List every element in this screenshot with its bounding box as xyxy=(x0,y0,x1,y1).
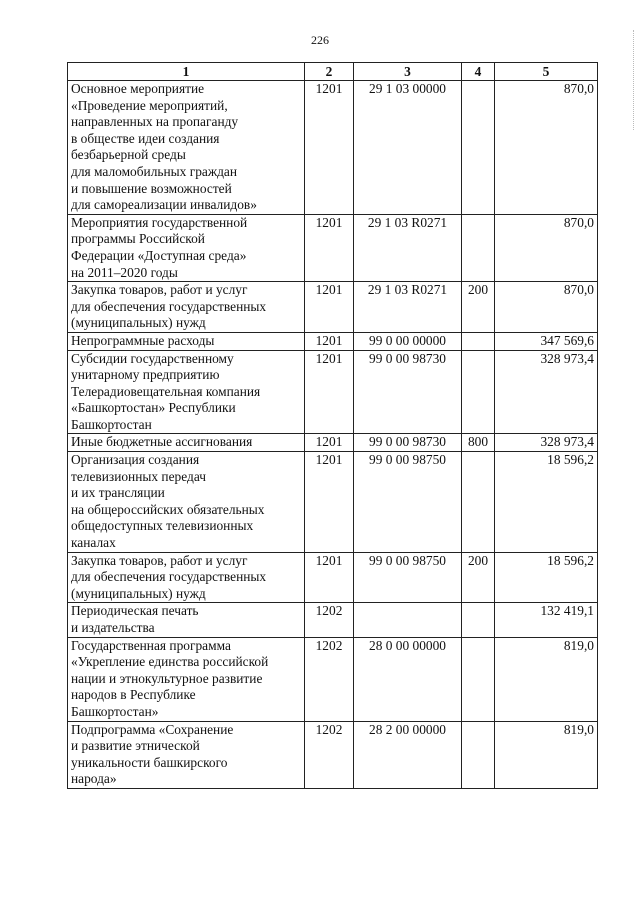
row-expense-type-cell xyxy=(462,637,495,721)
table-row xyxy=(68,603,598,637)
row-expense-type-cell xyxy=(462,81,495,215)
header-row xyxy=(68,63,598,81)
table-row xyxy=(68,350,598,434)
row-target-code-cell: 28 0 00 00000 xyxy=(354,637,462,721)
row-name-cell: Основное мероприятие «Проведение мероприятий, направленных на пропаганду в обществе идеи создания безбарьерной среды для маломобильных граждан и повышение возможностей для самореализации инвалидов» xyxy=(68,81,305,215)
row-amount-cell: 18 596,2 xyxy=(495,452,598,553)
row-target-code-cell: 99 0 00 98730 xyxy=(354,350,462,434)
row-target-code-cell: 99 0 00 98750 xyxy=(354,452,462,553)
row-amount-cell: 328 973,4 xyxy=(495,350,598,434)
row-amount-cell: 819,0 xyxy=(495,637,598,721)
row-section-cell: 1202 xyxy=(305,603,354,637)
row-target-code-cell: 29 1 03 00000 xyxy=(354,81,462,215)
row-expense-type-cell: 200 xyxy=(462,552,495,603)
row-expense-type-cell xyxy=(462,721,495,788)
row-section-cell: 1201 xyxy=(305,332,354,350)
row-target-code-cell: 29 1 03 R0271 xyxy=(354,214,462,281)
table-row xyxy=(68,452,598,553)
row-name-cell: Субсидии государственному унитарному предприятию Телерадиовещательная компания «Башкортостан» Республики Башкортостан xyxy=(68,350,305,434)
row-section-cell: 1201 xyxy=(305,81,354,215)
table-row xyxy=(68,552,598,603)
table-row xyxy=(68,282,598,333)
row-name-cell: Закупка товаров, работ и услуг для обеспечения государственных (муниципальных) нужд xyxy=(68,282,305,333)
header-col-3: 3 xyxy=(354,63,462,81)
row-expense-type-cell xyxy=(462,603,495,637)
table-row xyxy=(68,434,598,452)
row-target-code-cell: 99 0 00 98750 xyxy=(354,552,462,603)
header-col-2: 2 xyxy=(305,63,354,81)
row-target-code-cell: 29 1 03 R0271 xyxy=(354,282,462,333)
table-row xyxy=(68,332,598,350)
table-row xyxy=(68,721,598,788)
row-target-code-cell: 28 2 00 00000 xyxy=(354,721,462,788)
table-row xyxy=(68,81,598,215)
row-amount-cell: 132 419,1 xyxy=(495,603,598,637)
row-expense-type-cell: 800 xyxy=(462,434,495,452)
row-name-cell: Подпрограмма «Сохранение и развитие этнической уникальности башкирского народа» xyxy=(68,721,305,788)
row-name-cell: Организация создания телевизионных передач и их трансляции на общероссийских обязательных общедоступных телевизионных каналах xyxy=(68,452,305,553)
row-expense-type-cell xyxy=(462,214,495,281)
row-name-cell: Иные бюджетные ассигнования xyxy=(68,434,305,452)
row-amount-cell: 870,0 xyxy=(495,214,598,281)
row-amount-cell: 328 973,4 xyxy=(495,434,598,452)
row-name-cell: Периодическая печать и издательства xyxy=(68,603,305,637)
header-col-5: 5 xyxy=(495,63,598,81)
row-section-cell: 1201 xyxy=(305,452,354,553)
row-amount-cell: 819,0 xyxy=(495,721,598,788)
header-col-1: 1 xyxy=(68,63,305,81)
row-name-cell: Государственная программа «Укрепление единства российской нации и этнокультурное развитие народов в Республике Башкортостан» xyxy=(68,637,305,721)
row-section-cell: 1201 xyxy=(305,434,354,452)
row-target-code-cell: 99 0 00 00000 xyxy=(354,332,462,350)
scan-artifact xyxy=(631,30,634,130)
row-amount-cell: 870,0 xyxy=(495,81,598,215)
row-target-code-cell xyxy=(354,603,462,637)
row-section-cell: 1201 xyxy=(305,552,354,603)
row-name-cell: Мероприятия государственной программы Российской Федерации «Доступная среда» на 2011–2020 годы xyxy=(68,214,305,281)
row-section-cell: 1202 xyxy=(305,721,354,788)
row-name-cell: Закупка товаров, работ и услуг для обеспечения государственных (муниципальных) нужд xyxy=(68,552,305,603)
row-amount-cell: 18 596,2 xyxy=(495,552,598,603)
table-row xyxy=(68,214,598,281)
table-row xyxy=(68,637,598,721)
header-col-4: 4 xyxy=(462,63,495,81)
row-expense-type-cell xyxy=(462,350,495,434)
row-section-cell: 1201 xyxy=(305,214,354,281)
page-number: 226 xyxy=(311,33,329,47)
row-expense-type-cell xyxy=(462,452,495,553)
row-section-cell: 1201 xyxy=(305,282,354,333)
row-amount-cell: 870,0 xyxy=(495,282,598,333)
budget-table xyxy=(67,62,598,789)
row-name-cell: Непрограммные расходы xyxy=(68,332,305,350)
row-section-cell: 1201 xyxy=(305,350,354,434)
row-target-code-cell: 99 0 00 98730 xyxy=(354,434,462,452)
row-expense-type-cell: 200 xyxy=(462,282,495,333)
row-expense-type-cell xyxy=(462,332,495,350)
row-section-cell: 1202 xyxy=(305,637,354,721)
row-amount-cell: 347 569,6 xyxy=(495,332,598,350)
